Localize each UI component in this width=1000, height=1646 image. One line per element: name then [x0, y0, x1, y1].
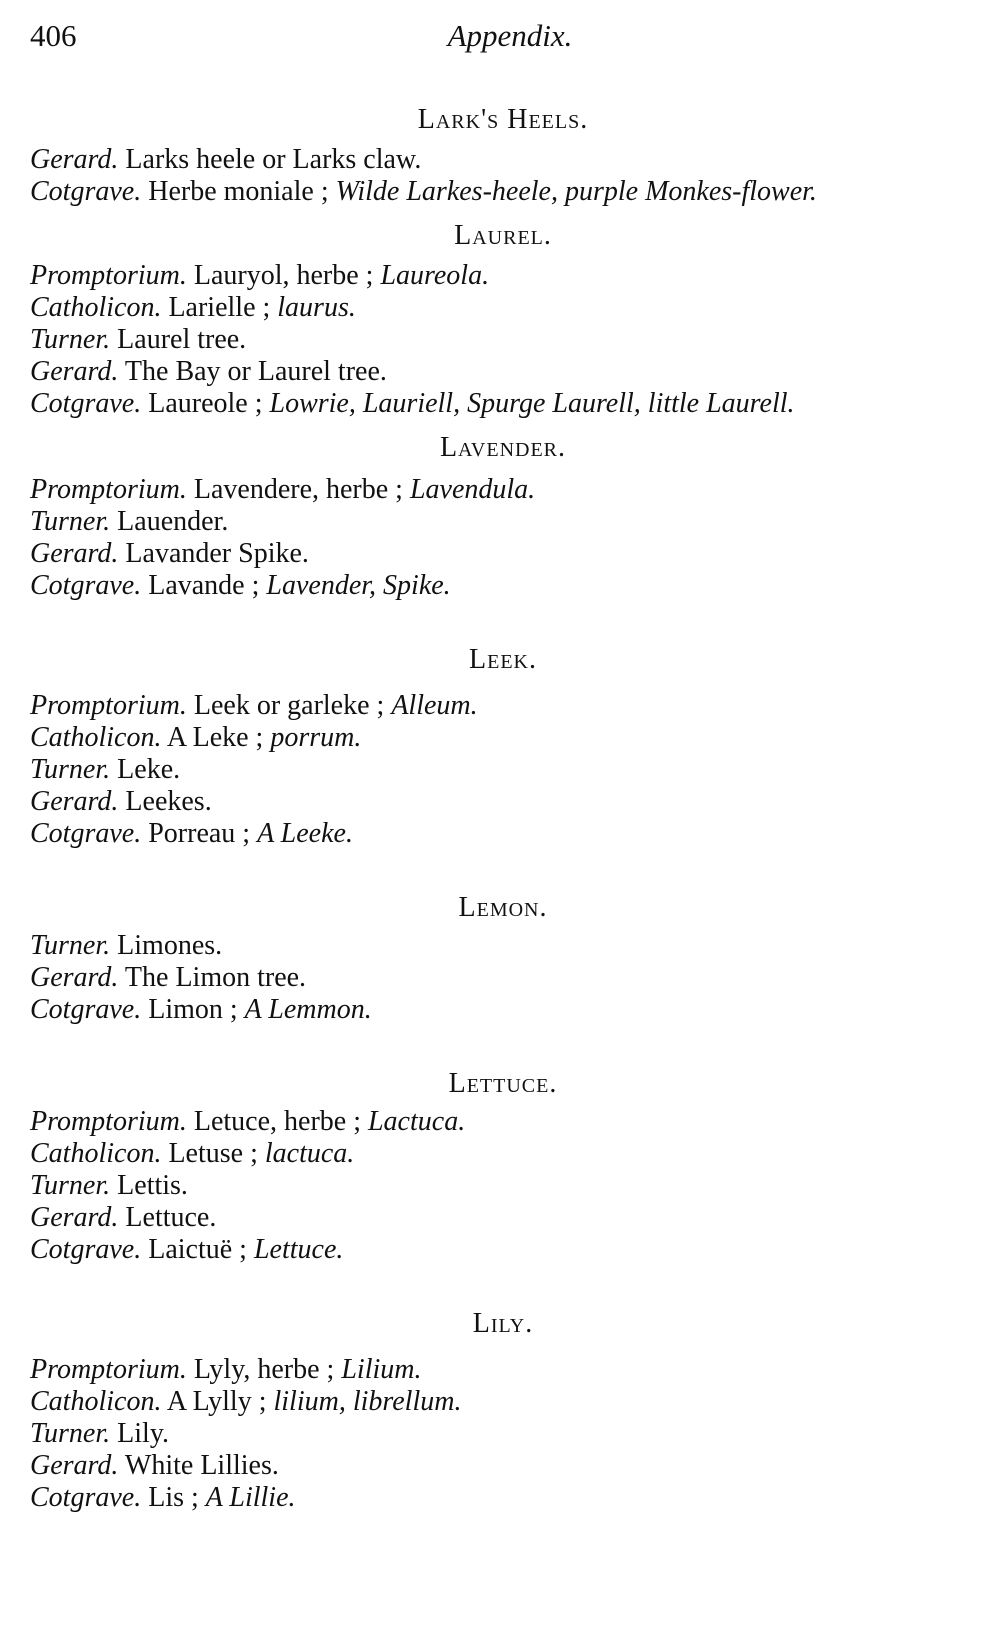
- entry-text: Letuse ;: [168, 1138, 258, 1169]
- entry-source: Cotgrave.: [30, 818, 142, 849]
- entry: [30, 1482, 950, 1514]
- section-lily: [30, 1308, 950, 1514]
- section-heading: Laurel.: [454, 220, 552, 251]
- section-heading: Leek.: [469, 644, 537, 675]
- entry: [30, 962, 950, 994]
- entry-text: Leke.: [117, 754, 181, 785]
- entry-text: The Limon tree.: [124, 962, 307, 993]
- entry-text: A Leke ;: [166, 722, 264, 753]
- section-laurel: [30, 220, 950, 420]
- section-heading: Lavender.: [439, 432, 567, 463]
- entry: [30, 1450, 950, 1482]
- entry: [30, 506, 950, 538]
- entry: [30, 570, 950, 602]
- entry: [30, 1386, 950, 1418]
- entry-gloss: porrum.: [270, 722, 362, 753]
- entry-text: Letuce, herbe ;: [193, 1106, 361, 1137]
- entry-text: Limones.: [117, 930, 223, 961]
- entry: [30, 1234, 950, 1266]
- entry: [30, 176, 950, 208]
- entry-source: Turner.: [30, 1170, 111, 1201]
- entry-text: Lily.: [117, 1418, 169, 1449]
- entry-text: Lavendere, herbe ;: [193, 474, 403, 505]
- entry-text: Leekes.: [125, 786, 212, 817]
- entry: [30, 388, 950, 420]
- entry-source: Cotgrave.: [30, 994, 142, 1025]
- entry-source: Catholicon.: [30, 722, 162, 753]
- entry-text: Lauryol, herbe ;: [193, 260, 374, 291]
- entry: [30, 538, 950, 570]
- section-heading: Lettuce.: [448, 1068, 558, 1099]
- section-heading: Lily.: [472, 1308, 534, 1339]
- entry-text: A Lylly ;: [166, 1386, 267, 1417]
- entry: [30, 818, 950, 850]
- section-lettuce: [30, 1068, 950, 1266]
- entry-text: Lavande ;: [148, 570, 260, 601]
- entry-source: Catholicon.: [30, 1138, 162, 1169]
- entry-text: Laictuë ;: [148, 1234, 247, 1265]
- section-larks-heels: [30, 104, 950, 208]
- entry-source: Promptorium.: [30, 1354, 187, 1385]
- entry-text: Lis ;: [148, 1482, 199, 1513]
- entry-gloss: Lowrie, Lauriell, Spurge Laurell, little Laurell.: [269, 388, 795, 419]
- section-lemon: [30, 892, 950, 1026]
- entry-text: Lavander Spike.: [125, 538, 309, 569]
- entry-text: Laurel tree.: [117, 324, 247, 355]
- entry-source: Turner.: [30, 754, 111, 785]
- entry-text: Lyly, herbe ;: [193, 1354, 335, 1385]
- entry-text: White Lillies.: [124, 1450, 279, 1481]
- entry-source: Promptorium.: [30, 1106, 187, 1137]
- entry-source: Catholicon.: [30, 292, 162, 323]
- entry: [30, 144, 950, 176]
- entry: [30, 474, 950, 506]
- entry: [30, 1106, 950, 1138]
- entry-text: Herbe moniale ;: [148, 176, 329, 207]
- entry-gloss: lilium, librellum.: [273, 1386, 462, 1417]
- entry: [30, 1170, 950, 1202]
- entry: [30, 1138, 950, 1170]
- entry-gloss: Laureola.: [380, 260, 490, 291]
- entry: [30, 1354, 950, 1386]
- entry-gloss: A Leeke.: [257, 818, 353, 849]
- running-title: Appendix.: [447, 18, 573, 53]
- entry-source: Gerard.: [30, 786, 119, 817]
- entry: [30, 722, 950, 754]
- entry: [30, 324, 950, 356]
- section-leek: [30, 644, 950, 850]
- entry-text: Laureole ;: [148, 388, 263, 419]
- entry-source: Cotgrave.: [30, 388, 142, 419]
- entry: [30, 994, 950, 1026]
- entry-text: The Bay or Laurel tree.: [124, 356, 387, 387]
- entry-source: Cotgrave.: [30, 1234, 142, 1265]
- entry: [30, 930, 950, 962]
- entry-source: Cotgrave.: [30, 176, 142, 207]
- entry: [30, 690, 950, 722]
- section-lavender: [30, 432, 950, 602]
- entry-gloss: laurus.: [277, 292, 356, 323]
- page-number: 406: [30, 18, 77, 53]
- entry-source: Turner.: [30, 324, 111, 355]
- entry-source: Gerard.: [30, 356, 119, 387]
- entry-gloss: Lettuce.: [253, 1234, 344, 1265]
- entry-text: Larks heele or Larks claw.: [125, 144, 422, 175]
- entry-gloss: Lactuca.: [367, 1106, 466, 1137]
- entry-source: Turner.: [30, 506, 111, 537]
- entry-text: Limon ;: [148, 994, 238, 1025]
- entry-gloss: Alleum.: [391, 690, 478, 721]
- entry-gloss: A Lemmon.: [244, 994, 372, 1025]
- entry-source: Turner.: [30, 930, 111, 961]
- entry: [30, 292, 950, 324]
- entry-gloss: Lilium.: [341, 1354, 422, 1385]
- entry: [30, 786, 950, 818]
- entry-gloss: Lavender, Spike.: [266, 570, 451, 601]
- entry: [30, 754, 950, 786]
- entry: [30, 260, 950, 292]
- entry-text: Lauender.: [117, 506, 229, 537]
- entry-source: Promptorium.: [30, 474, 187, 505]
- entry-source: Promptorium.: [30, 690, 187, 721]
- entry: [30, 356, 950, 388]
- entry-gloss: lactuca.: [264, 1138, 355, 1169]
- entry-source: Gerard.: [30, 962, 119, 993]
- entry-source: Cotgrave.: [30, 1482, 142, 1513]
- entry-source: Gerard.: [30, 538, 119, 569]
- entry-source: Turner.: [30, 1418, 111, 1449]
- entry-gloss: A Lillie.: [205, 1482, 296, 1513]
- page-header: [0, 18, 1000, 62]
- entry-gloss: Lavendula.: [409, 474, 536, 505]
- section-heading: Lark's Heels.: [417, 104, 589, 135]
- page-body: [30, 104, 950, 1514]
- entry-source: Cotgrave.: [30, 570, 142, 601]
- entry-text: Larielle ;: [168, 292, 271, 323]
- entry-text: Lettuce.: [125, 1202, 217, 1233]
- entry-text: Porreau ;: [148, 818, 251, 849]
- entry-source: Gerard.: [30, 1450, 119, 1481]
- entry-gloss: Wilde Larkes-heele, purple Monkes-flower.: [335, 176, 817, 207]
- entry-text: Leek or garleke ;: [193, 690, 385, 721]
- entry-source: Catholicon.: [30, 1386, 162, 1417]
- entry-text: Lettis.: [117, 1170, 188, 1201]
- entry-source: Gerard.: [30, 1202, 119, 1233]
- entry-source: Gerard.: [30, 144, 119, 175]
- entry-source: Promptorium.: [30, 260, 187, 291]
- section-heading: Lemon.: [458, 892, 548, 923]
- entry: [30, 1202, 950, 1234]
- entry: [30, 1418, 950, 1450]
